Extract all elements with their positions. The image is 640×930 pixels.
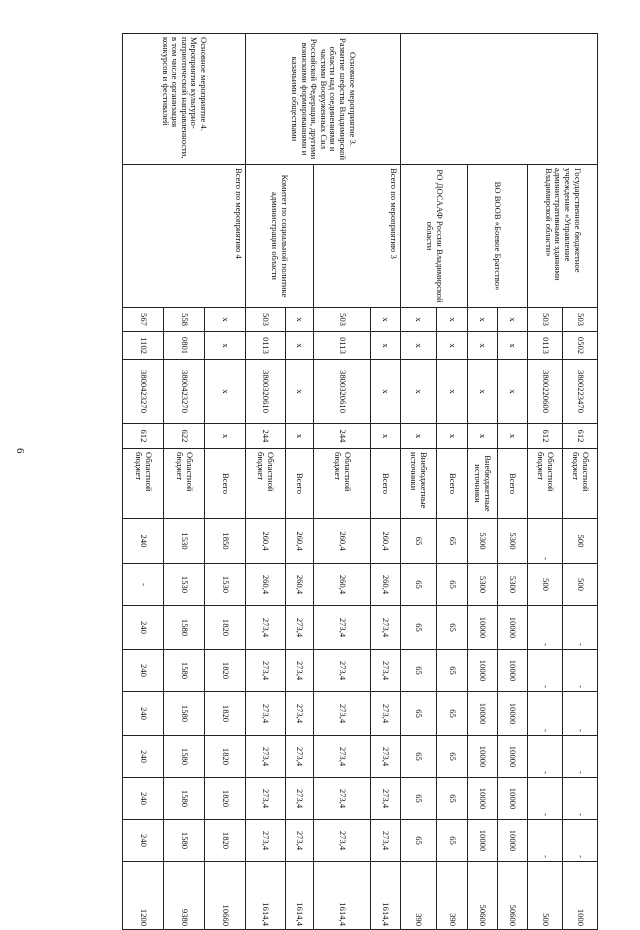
value-cell: 1530 [164,564,205,606]
value-cell: - [528,519,563,564]
value-cell: 1820 [205,736,246,778]
rzpr-cell: х [498,332,528,360]
source-cell: Областной бюджет [123,449,164,519]
value-cell: 273,4 [314,650,371,692]
vr-cell: 622 [164,424,205,449]
value-cell: - [563,606,598,650]
source-cell: Областной бюджет [164,449,205,519]
value-cell: 273,4 [314,606,371,650]
value-cell: 500 [528,564,563,606]
value-cell: 1850 [205,519,246,564]
value-cell: 273,4 [286,650,314,692]
value-cell: 273,4 [371,820,401,862]
csr-cell: 3800220600 [528,360,563,424]
value-cell: 240 [123,736,164,778]
value-cell: 273,4 [286,606,314,650]
grbs-cell: х [498,308,528,332]
vr-cell: 244 [246,424,286,449]
rzpr-cell: 0801 [164,332,205,360]
value-cell: 5300 [468,564,498,606]
value-cell: 65 [437,778,468,820]
value-cell: 260,4 [371,519,401,564]
grbs-cell: 503 [528,308,563,332]
csr-cell: 3800423270 [164,360,205,424]
value-cell: 1530 [205,564,246,606]
value-cell: 65 [401,736,437,778]
vr-cell: х [437,424,468,449]
table-row [371,34,401,930]
vr-cell: х [205,424,246,449]
total-cell: 1000 [563,862,598,930]
csr-cell: 3800223470 [563,360,598,424]
value-cell: 65 [401,778,437,820]
source-cell: Областной бюджет [246,449,286,519]
value-cell: 65 [437,736,468,778]
executor-cell: ВО ВООВ «Боевое Братство» [468,165,528,308]
value-cell: 1820 [205,692,246,736]
value-cell: 10000 [468,778,498,820]
value-cell: 10000 [498,650,528,692]
value-cell: 1580 [164,778,205,820]
value-cell: 10000 [498,692,528,736]
value-cell: 273,4 [286,692,314,736]
grbs-cell: х [468,308,498,332]
rzpr-cell: 0113 [528,332,563,360]
table-row [286,34,314,930]
csr-cell: х [401,360,437,424]
csr-cell: х [437,360,468,424]
grbs-cell: 503 [246,308,286,332]
value-cell: 65 [401,564,437,606]
value-cell: 65 [401,650,437,692]
value-cell: - [528,650,563,692]
vr-cell: 612 [528,424,563,449]
value-cell: - [528,736,563,778]
value-cell: 273,4 [246,820,286,862]
source-cell: Всего [371,449,401,519]
value-cell: 260,4 [371,564,401,606]
value-cell: 273,4 [314,820,371,862]
total-cell: 1614,4 [246,862,286,930]
value-cell: - [563,778,598,820]
value-cell: 500 [563,519,598,564]
value-cell: 500 [563,564,598,606]
grbs-cell: х [371,308,401,332]
source-cell: Внебюджетные источники [468,449,498,519]
vr-cell: х [401,424,437,449]
grbs-cell: 503 [563,308,598,332]
rzpr-cell: 0502 [563,332,598,360]
value-cell: 10000 [498,820,528,862]
value-cell: 240 [123,519,164,564]
value-cell: 65 [437,606,468,650]
value-cell: 10000 [468,820,498,862]
value-cell: - [528,820,563,862]
value-cell: - [563,820,598,862]
measure-cell [401,34,598,165]
rotated-table-container [42,33,598,926]
value-cell: 1820 [205,650,246,692]
value-cell: 1580 [164,692,205,736]
value-cell: 273,4 [246,606,286,650]
csr-cell: 3800423270 [123,360,164,424]
table-row [205,34,246,930]
total-cell: 390 [401,862,437,930]
total-cell: 390 [437,862,468,930]
value-cell: 10000 [498,736,528,778]
value-cell: - [528,606,563,650]
value-cell: 65 [401,519,437,564]
value-cell: 1580 [164,736,205,778]
value-cell: 10000 [498,606,528,650]
value-cell: 5300 [498,564,528,606]
total-cell: 10660 [205,862,246,930]
executor-cell: Всего по мероприятию 3 [314,165,401,308]
value-cell: 260,4 [314,564,371,606]
value-cell: 65 [437,650,468,692]
value-cell: 65 [401,692,437,736]
grbs-cell: х [401,308,437,332]
source-cell: Областной бюджет [314,449,371,519]
value-cell: 65 [437,692,468,736]
value-cell: 273,4 [371,692,401,736]
grbs-cell: 558 [164,308,205,332]
total-cell: 500 [528,862,563,930]
value-cell: 273,4 [286,736,314,778]
source-cell: Всего [437,449,468,519]
source-cell: Внебюджетные источники [401,449,437,519]
grbs-cell: 567 [123,308,164,332]
value-cell: 273,4 [314,692,371,736]
total-cell: 1200 [123,862,164,930]
value-cell: 273,4 [286,778,314,820]
value-cell: 1820 [205,606,246,650]
value-cell: 65 [401,606,437,650]
value-cell: 10000 [468,692,498,736]
measure-cell: Основное мероприятие 4. Мероприятия культурно-патриотической направленности, в том числе организация конкурсов и фестивалей [123,34,246,165]
value-cell: 10000 [468,606,498,650]
executor-cell: Комитет по социальной политике администрации области [246,165,314,308]
value-cell: - [123,564,164,606]
value-cell: 1580 [164,820,205,862]
value-cell: 273,4 [314,736,371,778]
rzpr-cell: х [468,332,498,360]
source-cell: Всего [205,449,246,519]
rzpr-cell: х [371,332,401,360]
csr-cell: х [205,360,246,424]
value-cell: 10000 [498,778,528,820]
value-cell: 240 [123,692,164,736]
rzpr-cell: х [205,332,246,360]
csr-cell: х [498,360,528,424]
executor-cell: РО ДОСААФ России Владимирской области [401,165,468,308]
grbs-cell: х [437,308,468,332]
value-cell: 240 [123,820,164,862]
budget-table [122,33,598,930]
vr-cell: х [498,424,528,449]
value-cell: 240 [123,650,164,692]
csr-cell: х [371,360,401,424]
table-row [437,34,468,930]
vr-cell: х [286,424,314,449]
rzpr-cell: 1102 [123,332,164,360]
value-cell: 260,4 [246,519,286,564]
value-cell: 240 [123,606,164,650]
value-cell: - [528,778,563,820]
value-cell: 273,4 [246,736,286,778]
value-cell: 260,4 [286,519,314,564]
value-cell: 273,4 [286,820,314,862]
value-cell: 273,4 [371,736,401,778]
value-cell: 10000 [468,650,498,692]
value-cell: - [563,650,598,692]
value-cell: 65 [437,820,468,862]
vr-cell: 612 [123,424,164,449]
value-cell: 1580 [164,606,205,650]
value-cell: 1820 [205,820,246,862]
csr-cell: 3800320610 [246,360,286,424]
vr-cell: х [371,424,401,449]
value-cell: 273,4 [246,650,286,692]
rzpr-cell: 0113 [314,332,371,360]
value-cell: - [528,692,563,736]
value-cell: 5300 [498,519,528,564]
value-cell: 273,4 [371,778,401,820]
page-number: 6 [14,448,26,454]
value-cell: 1530 [164,519,205,564]
total-cell: 1614,4 [286,862,314,930]
grbs-cell: 503 [314,308,371,332]
value-cell: 260,4 [286,564,314,606]
value-cell: 5300 [468,519,498,564]
value-cell: 273,4 [314,778,371,820]
total-cell: 50600 [498,862,528,930]
table-row [498,34,528,930]
vr-cell: х [468,424,498,449]
measure-cell: Основное мероприятие 3. Развитие шефства Владимирской области над соединениями и частями Вооруженных Сил Российской Федерации, другими воинскими формированиями и казачьими обществами [246,34,401,165]
rzpr-cell: х [437,332,468,360]
value-cell: 65 [401,820,437,862]
value-cell: - [563,736,598,778]
source-cell: Всего [286,449,314,519]
vr-cell: 244 [314,424,371,449]
value-cell: 65 [437,519,468,564]
value-cell: 273,4 [371,606,401,650]
table-row [563,34,598,930]
rzpr-cell: х [286,332,314,360]
source-cell: Областной бюджет [563,449,598,519]
source-cell: Областной бюджет [528,449,563,519]
grbs-cell: х [205,308,246,332]
value-cell: 1580 [164,650,205,692]
executor-cell: Государственное бюджетное учреждение «Управление административными зданиями Владимирской области» [528,165,598,308]
executor-cell: Всего по мероприятию 4 [123,165,246,308]
rzpr-cell: 0113 [246,332,286,360]
value-cell: 260,4 [314,519,371,564]
value-cell: 273,4 [371,650,401,692]
value-cell: 273,4 [246,692,286,736]
value-cell: 1820 [205,778,246,820]
value-cell: 273,4 [246,778,286,820]
vr-cell: 612 [563,424,598,449]
total-cell: 50600 [468,862,498,930]
csr-cell: 3800320610 [314,360,371,424]
total-cell: 9380 [164,862,205,930]
value-cell: 240 [123,778,164,820]
value-cell: 10000 [468,736,498,778]
grbs-cell: х [286,308,314,332]
csr-cell: х [286,360,314,424]
total-cell: 1614,4 [371,862,401,930]
total-cell: 1614,4 [314,862,371,930]
rzpr-cell: х [401,332,437,360]
value-cell: 65 [437,564,468,606]
value-cell: 260,4 [246,564,286,606]
value-cell: - [563,692,598,736]
source-cell: Всего [498,449,528,519]
csr-cell: х [468,360,498,424]
